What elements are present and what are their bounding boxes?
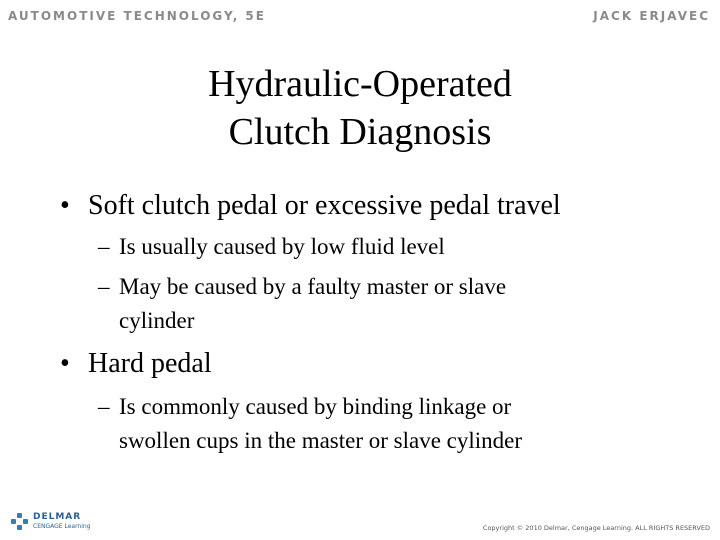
sub-bullet-text: May be caused by a faulty master or slave bbox=[119, 274, 507, 299]
sub-bullet-text: Is commonly caused by binding linkage or bbox=[119, 394, 512, 419]
bullet-item bbox=[60, 348, 212, 380]
sub-bullet-item bbox=[98, 390, 522, 458]
copyright-notice: Copyright © 2010 Delmar, Cengage Learning. ALL RIGHTS RESERVED bbox=[482, 524, 710, 532]
publisher-logo bbox=[11, 513, 91, 531]
sub-bullet-continuation: cylinder bbox=[119, 308, 195, 333]
sub-bullet-item bbox=[98, 270, 506, 338]
bullet-symbol: • bbox=[60, 190, 70, 221]
dash-symbol: – bbox=[98, 274, 110, 299]
book-title-header: AUTOMOTIVE TECHNOLOGY, 5E bbox=[8, 9, 266, 23]
bullet-text: Hard pedal bbox=[88, 348, 212, 379]
bullet-item bbox=[60, 190, 561, 222]
bullet-symbol: • bbox=[60, 348, 70, 379]
slide-title-line-2: Clutch Diagnosis bbox=[228, 111, 492, 153]
slide-title bbox=[0, 60, 720, 156]
sub-bullet-continuation: swollen cups in the master or slave cylinder bbox=[119, 428, 523, 453]
logo-text-line-2: CENGAGE Learning bbox=[33, 523, 91, 530]
bullet-text: Soft clutch pedal or excessive pedal travel bbox=[88, 190, 561, 221]
logo-mark-icon bbox=[11, 513, 29, 531]
dash-symbol: – bbox=[98, 234, 110, 259]
slide-title-line-1: Hydraulic-Operated bbox=[208, 63, 512, 105]
sub-bullet-item bbox=[98, 230, 445, 264]
dash-symbol: – bbox=[98, 394, 110, 419]
sub-bullet-text: Is usually caused by low fluid level bbox=[119, 234, 445, 259]
logo-text-line-1: DELMAR bbox=[33, 512, 82, 522]
author-header: JACK ERJAVEC bbox=[593, 9, 710, 23]
